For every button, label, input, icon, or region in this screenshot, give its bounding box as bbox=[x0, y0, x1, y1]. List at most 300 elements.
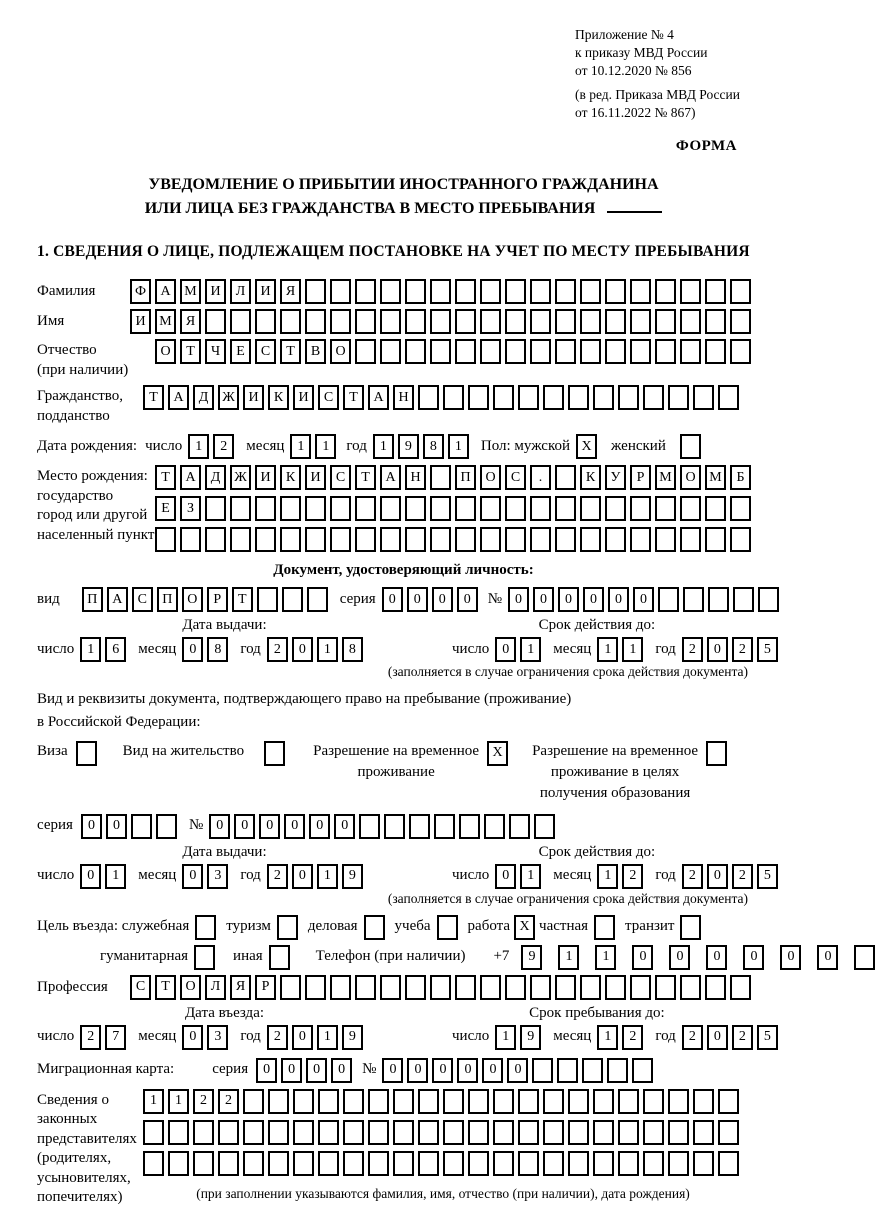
char-cell[interactable]: 2 bbox=[622, 864, 643, 889]
char-cell[interactable] bbox=[555, 279, 576, 304]
char-cell[interactable]: И bbox=[293, 385, 314, 410]
char-cell[interactable]: Д bbox=[205, 465, 226, 490]
char-cell[interactable] bbox=[530, 496, 551, 521]
char-cell[interactable] bbox=[430, 465, 451, 490]
char-cell[interactable] bbox=[430, 496, 451, 521]
char-cell[interactable]: 2 bbox=[732, 637, 753, 662]
char-cell[interactable]: И bbox=[243, 385, 264, 410]
char-cell[interactable] bbox=[418, 1089, 439, 1114]
char-cell[interactable]: 0 bbox=[533, 587, 554, 612]
char-cell[interactable]: 0 bbox=[780, 945, 801, 970]
char-cell[interactable] bbox=[380, 279, 401, 304]
char-cell[interactable] bbox=[543, 1120, 564, 1145]
char-cell[interactable]: 2 bbox=[732, 864, 753, 889]
char-cell[interactable]: 9 bbox=[342, 864, 363, 889]
char-cell[interactable]: 3 bbox=[207, 864, 228, 889]
char-cell[interactable]: Б bbox=[730, 465, 751, 490]
char-cell[interactable]: 2 bbox=[80, 1025, 101, 1050]
char-cell[interactable] bbox=[668, 385, 689, 410]
checkbox-private[interactable] bbox=[594, 915, 615, 940]
char-cell[interactable] bbox=[643, 1120, 664, 1145]
char-cell[interactable] bbox=[605, 527, 626, 552]
char-cell[interactable]: 1 bbox=[317, 864, 338, 889]
char-cell[interactable]: А bbox=[107, 587, 128, 612]
char-cell[interactable]: 6 bbox=[105, 637, 126, 662]
char-cell[interactable] bbox=[543, 1151, 564, 1176]
char-cell[interactable]: 1 bbox=[188, 434, 209, 459]
char-cell[interactable] bbox=[293, 1120, 314, 1145]
char-cell[interactable]: 0 bbox=[558, 587, 579, 612]
char-cell[interactable]: Я bbox=[280, 279, 301, 304]
char-cell[interactable]: 1 bbox=[622, 637, 643, 662]
char-cell[interactable]: Л bbox=[205, 975, 226, 1000]
char-cell[interactable] bbox=[205, 527, 226, 552]
char-cell[interactable] bbox=[393, 1089, 414, 1114]
char-cell[interactable]: Ж bbox=[230, 465, 251, 490]
char-cell[interactable] bbox=[131, 814, 152, 839]
char-cell[interactable]: 0 bbox=[707, 864, 728, 889]
char-cell[interactable] bbox=[318, 1089, 339, 1114]
char-cell[interactable] bbox=[593, 385, 614, 410]
char-cell[interactable] bbox=[405, 339, 426, 364]
char-cell[interactable] bbox=[455, 496, 476, 521]
char-cell[interactable] bbox=[630, 975, 651, 1000]
char-cell[interactable] bbox=[705, 339, 726, 364]
char-cell[interactable] bbox=[480, 527, 501, 552]
char-cell[interactable] bbox=[718, 1089, 739, 1114]
char-cell[interactable]: 0 bbox=[707, 637, 728, 662]
checkbox-other[interactable] bbox=[269, 945, 290, 970]
char-cell[interactable] bbox=[680, 339, 701, 364]
char-cell[interactable] bbox=[355, 975, 376, 1000]
char-cell[interactable]: А bbox=[180, 465, 201, 490]
char-cell[interactable] bbox=[393, 1151, 414, 1176]
char-cell[interactable]: Т bbox=[155, 975, 176, 1000]
char-cell[interactable]: А bbox=[380, 465, 401, 490]
char-cell[interactable] bbox=[730, 496, 751, 521]
char-cell[interactable] bbox=[205, 496, 226, 521]
char-cell[interactable] bbox=[280, 496, 301, 521]
char-cell[interactable]: О bbox=[480, 465, 501, 490]
char-cell[interactable] bbox=[305, 975, 326, 1000]
char-cell[interactable] bbox=[605, 309, 626, 334]
char-cell[interactable] bbox=[730, 309, 751, 334]
char-cell[interactable] bbox=[343, 1151, 364, 1176]
char-cell[interactable] bbox=[455, 527, 476, 552]
char-cell[interactable]: 0 bbox=[632, 945, 653, 970]
char-cell[interactable]: . bbox=[530, 465, 551, 490]
char-cell[interactable] bbox=[655, 339, 676, 364]
checkbox-transit[interactable] bbox=[680, 915, 701, 940]
char-cell[interactable]: 0 bbox=[182, 864, 203, 889]
char-cell[interactable] bbox=[193, 1151, 214, 1176]
char-cell[interactable] bbox=[605, 339, 626, 364]
char-cell[interactable]: С bbox=[255, 339, 276, 364]
char-cell[interactable]: 0 bbox=[292, 1025, 313, 1050]
char-cell[interactable] bbox=[168, 1120, 189, 1145]
char-cell[interactable] bbox=[318, 1120, 339, 1145]
char-cell[interactable] bbox=[730, 527, 751, 552]
char-cell[interactable] bbox=[680, 975, 701, 1000]
char-cell[interactable] bbox=[455, 309, 476, 334]
char-cell[interactable] bbox=[193, 1120, 214, 1145]
char-cell[interactable] bbox=[580, 975, 601, 1000]
char-cell[interactable] bbox=[593, 1151, 614, 1176]
checkbox-temp-permit[interactable]: X bbox=[487, 741, 508, 766]
char-cell[interactable] bbox=[418, 1120, 439, 1145]
char-cell[interactable] bbox=[530, 339, 551, 364]
char-cell[interactable] bbox=[230, 496, 251, 521]
char-cell[interactable]: 9 bbox=[398, 434, 419, 459]
char-cell[interactable] bbox=[380, 975, 401, 1000]
char-cell[interactable] bbox=[293, 1151, 314, 1176]
char-cell[interactable] bbox=[230, 527, 251, 552]
char-cell[interactable]: 0 bbox=[508, 587, 529, 612]
char-cell[interactable] bbox=[455, 975, 476, 1000]
char-cell[interactable]: 1 bbox=[290, 434, 311, 459]
checkbox-residence-permit[interactable] bbox=[264, 741, 285, 766]
char-cell[interactable] bbox=[180, 527, 201, 552]
char-cell[interactable] bbox=[705, 309, 726, 334]
char-cell[interactable]: О bbox=[155, 339, 176, 364]
char-cell[interactable] bbox=[655, 975, 676, 1000]
char-cell[interactable] bbox=[455, 339, 476, 364]
char-cell[interactable] bbox=[243, 1089, 264, 1114]
char-cell[interactable] bbox=[505, 527, 526, 552]
char-cell[interactable] bbox=[305, 309, 326, 334]
checkbox-official[interactable] bbox=[195, 915, 216, 940]
char-cell[interactable]: Ч bbox=[205, 339, 226, 364]
char-cell[interactable] bbox=[730, 279, 751, 304]
char-cell[interactable]: Т bbox=[232, 587, 253, 612]
char-cell[interactable]: 0 bbox=[669, 945, 690, 970]
char-cell[interactable]: 2 bbox=[622, 1025, 643, 1050]
char-cell[interactable]: 0 bbox=[234, 814, 255, 839]
char-cell[interactable]: 1 bbox=[105, 864, 126, 889]
char-cell[interactable] bbox=[305, 279, 326, 304]
char-cell[interactable] bbox=[530, 279, 551, 304]
char-cell[interactable] bbox=[530, 975, 551, 1000]
char-cell[interactable]: А bbox=[368, 385, 389, 410]
char-cell[interactable]: 1 bbox=[143, 1089, 164, 1114]
char-cell[interactable]: О bbox=[330, 339, 351, 364]
char-cell[interactable]: 0 bbox=[292, 864, 313, 889]
char-cell[interactable] bbox=[355, 339, 376, 364]
char-cell[interactable]: С bbox=[130, 975, 151, 1000]
char-cell[interactable] bbox=[680, 279, 701, 304]
char-cell[interactable] bbox=[155, 527, 176, 552]
char-cell[interactable] bbox=[658, 587, 679, 612]
char-cell[interactable]: П bbox=[82, 587, 103, 612]
char-cell[interactable] bbox=[405, 975, 426, 1000]
char-cell[interactable]: 0 bbox=[309, 814, 330, 839]
char-cell[interactable] bbox=[380, 527, 401, 552]
char-cell[interactable]: 2 bbox=[213, 434, 234, 459]
char-cell[interactable] bbox=[443, 1089, 464, 1114]
char-cell[interactable] bbox=[555, 527, 576, 552]
char-cell[interactable] bbox=[693, 1120, 714, 1145]
char-cell[interactable]: 9 bbox=[521, 945, 542, 970]
char-cell[interactable] bbox=[683, 587, 704, 612]
char-cell[interactable] bbox=[605, 496, 626, 521]
char-cell[interactable]: О bbox=[182, 587, 203, 612]
char-cell[interactable]: М bbox=[705, 465, 726, 490]
char-cell[interactable]: 0 bbox=[182, 1025, 203, 1050]
checkbox-edu-permit[interactable] bbox=[706, 741, 727, 766]
char-cell[interactable]: 0 bbox=[182, 637, 203, 662]
char-cell[interactable]: 0 bbox=[432, 587, 453, 612]
char-cell[interactable] bbox=[257, 587, 278, 612]
char-cell[interactable] bbox=[555, 309, 576, 334]
char-cell[interactable] bbox=[434, 814, 455, 839]
char-cell[interactable] bbox=[293, 1089, 314, 1114]
char-cell[interactable] bbox=[505, 279, 526, 304]
char-cell[interactable] bbox=[330, 496, 351, 521]
char-cell[interactable]: 2 bbox=[267, 1025, 288, 1050]
char-cell[interactable]: 2 bbox=[682, 637, 703, 662]
char-cell[interactable]: С bbox=[318, 385, 339, 410]
char-cell[interactable]: И bbox=[205, 279, 226, 304]
char-cell[interactable] bbox=[568, 1120, 589, 1145]
char-cell[interactable]: 3 bbox=[207, 1025, 228, 1050]
char-cell[interactable] bbox=[618, 1120, 639, 1145]
char-cell[interactable] bbox=[730, 975, 751, 1000]
char-cell[interactable]: Т bbox=[143, 385, 164, 410]
char-cell[interactable] bbox=[359, 814, 380, 839]
char-cell[interactable]: К bbox=[580, 465, 601, 490]
char-cell[interactable] bbox=[468, 1151, 489, 1176]
char-cell[interactable]: 2 bbox=[682, 1025, 703, 1050]
char-cell[interactable] bbox=[680, 309, 701, 334]
char-cell[interactable] bbox=[409, 814, 430, 839]
char-cell[interactable] bbox=[693, 1151, 714, 1176]
char-cell[interactable] bbox=[355, 496, 376, 521]
char-cell[interactable] bbox=[405, 309, 426, 334]
char-cell[interactable]: 5 bbox=[757, 1025, 778, 1050]
char-cell[interactable] bbox=[718, 1120, 739, 1145]
char-cell[interactable] bbox=[532, 1058, 553, 1083]
char-cell[interactable] bbox=[468, 1089, 489, 1114]
char-cell[interactable] bbox=[405, 527, 426, 552]
char-cell[interactable]: С bbox=[505, 465, 526, 490]
checkbox-humanitarian[interactable] bbox=[194, 945, 215, 970]
char-cell[interactable] bbox=[718, 1151, 739, 1176]
char-cell[interactable] bbox=[605, 279, 626, 304]
char-cell[interactable] bbox=[330, 309, 351, 334]
char-cell[interactable]: 1 bbox=[597, 637, 618, 662]
char-cell[interactable]: 1 bbox=[597, 864, 618, 889]
char-cell[interactable]: Е bbox=[155, 496, 176, 521]
checkbox-male[interactable]: X bbox=[576, 434, 597, 459]
checkbox-study[interactable] bbox=[437, 915, 458, 940]
char-cell[interactable] bbox=[455, 279, 476, 304]
char-cell[interactable]: 1 bbox=[448, 434, 469, 459]
char-cell[interactable]: Р bbox=[255, 975, 276, 1000]
char-cell[interactable] bbox=[593, 1089, 614, 1114]
char-cell[interactable]: 1 bbox=[520, 864, 541, 889]
char-cell[interactable] bbox=[555, 496, 576, 521]
char-cell[interactable]: 2 bbox=[682, 864, 703, 889]
char-cell[interactable]: Н bbox=[393, 385, 414, 410]
char-cell[interactable]: 0 bbox=[209, 814, 230, 839]
char-cell[interactable] bbox=[418, 385, 439, 410]
char-cell[interactable] bbox=[468, 385, 489, 410]
char-cell[interactable]: 0 bbox=[106, 814, 127, 839]
char-cell[interactable] bbox=[580, 309, 601, 334]
char-cell[interactable] bbox=[632, 1058, 653, 1083]
char-cell[interactable]: И bbox=[255, 279, 276, 304]
char-cell[interactable] bbox=[530, 527, 551, 552]
char-cell[interactable] bbox=[268, 1151, 289, 1176]
char-cell[interactable]: В bbox=[305, 339, 326, 364]
char-cell[interactable] bbox=[543, 1089, 564, 1114]
char-cell[interactable] bbox=[643, 1089, 664, 1114]
char-cell[interactable]: 2 bbox=[218, 1089, 239, 1114]
char-cell[interactable]: 0 bbox=[583, 587, 604, 612]
char-cell[interactable] bbox=[655, 279, 676, 304]
char-cell[interactable]: И bbox=[255, 465, 276, 490]
char-cell[interactable]: 0 bbox=[633, 587, 654, 612]
char-cell[interactable] bbox=[580, 527, 601, 552]
char-cell[interactable]: С bbox=[330, 465, 351, 490]
char-cell[interactable] bbox=[430, 279, 451, 304]
checkbox-business[interactable] bbox=[364, 915, 385, 940]
char-cell[interactable]: 1 bbox=[597, 1025, 618, 1050]
char-cell[interactable] bbox=[555, 465, 576, 490]
char-cell[interactable] bbox=[380, 496, 401, 521]
char-cell[interactable]: О bbox=[180, 975, 201, 1000]
char-cell[interactable] bbox=[758, 587, 779, 612]
char-cell[interactable] bbox=[493, 1151, 514, 1176]
char-cell[interactable]: 1 bbox=[168, 1089, 189, 1114]
char-cell[interactable]: 0 bbox=[281, 1058, 302, 1083]
char-cell[interactable]: Л bbox=[230, 279, 251, 304]
char-cell[interactable] bbox=[443, 1120, 464, 1145]
char-cell[interactable]: 0 bbox=[817, 945, 838, 970]
char-cell[interactable]: 0 bbox=[707, 1025, 728, 1050]
char-cell[interactable] bbox=[568, 1089, 589, 1114]
char-cell[interactable] bbox=[330, 975, 351, 1000]
checkbox-visa[interactable] bbox=[76, 741, 97, 766]
char-cell[interactable]: 1 bbox=[317, 637, 338, 662]
char-cell[interactable]: 1 bbox=[495, 1025, 516, 1050]
char-cell[interactable] bbox=[430, 527, 451, 552]
char-cell[interactable] bbox=[693, 1089, 714, 1114]
char-cell[interactable] bbox=[255, 527, 276, 552]
char-cell[interactable] bbox=[218, 1120, 239, 1145]
char-cell[interactable] bbox=[418, 1151, 439, 1176]
char-cell[interactable] bbox=[393, 1120, 414, 1145]
char-cell[interactable] bbox=[705, 496, 726, 521]
char-cell[interactable] bbox=[705, 975, 726, 1000]
char-cell[interactable] bbox=[405, 279, 426, 304]
char-cell[interactable] bbox=[230, 309, 251, 334]
char-cell[interactable]: 9 bbox=[342, 1025, 363, 1050]
char-cell[interactable]: Р bbox=[207, 587, 228, 612]
char-cell[interactable]: Н bbox=[405, 465, 426, 490]
char-cell[interactable] bbox=[618, 1089, 639, 1114]
char-cell[interactable] bbox=[643, 385, 664, 410]
char-cell[interactable] bbox=[305, 496, 326, 521]
char-cell[interactable] bbox=[655, 527, 676, 552]
char-cell[interactable] bbox=[368, 1151, 389, 1176]
char-cell[interactable] bbox=[693, 385, 714, 410]
char-cell[interactable] bbox=[143, 1151, 164, 1176]
char-cell[interactable]: Е bbox=[230, 339, 251, 364]
char-cell[interactable]: 0 bbox=[457, 1058, 478, 1083]
char-cell[interactable]: У bbox=[605, 465, 626, 490]
char-cell[interactable]: Т bbox=[343, 385, 364, 410]
char-cell[interactable] bbox=[443, 1151, 464, 1176]
char-cell[interactable] bbox=[343, 1120, 364, 1145]
char-cell[interactable]: Ж bbox=[218, 385, 239, 410]
char-cell[interactable]: П bbox=[157, 587, 178, 612]
char-cell[interactable] bbox=[380, 339, 401, 364]
char-cell[interactable]: А bbox=[168, 385, 189, 410]
char-cell[interactable] bbox=[568, 1151, 589, 1176]
char-cell[interactable]: П bbox=[455, 465, 476, 490]
char-cell[interactable] bbox=[582, 1058, 603, 1083]
char-cell[interactable]: 2 bbox=[267, 637, 288, 662]
char-cell[interactable] bbox=[518, 1089, 539, 1114]
char-cell[interactable] bbox=[530, 309, 551, 334]
char-cell[interactable] bbox=[607, 1058, 628, 1083]
char-cell[interactable]: 1 bbox=[520, 637, 541, 662]
char-cell[interactable] bbox=[568, 385, 589, 410]
char-cell[interactable] bbox=[618, 385, 639, 410]
char-cell[interactable] bbox=[430, 975, 451, 1000]
char-cell[interactable] bbox=[355, 527, 376, 552]
char-cell[interactable] bbox=[680, 527, 701, 552]
char-cell[interactable]: 5 bbox=[757, 637, 778, 662]
char-cell[interactable] bbox=[543, 385, 564, 410]
char-cell[interactable]: М bbox=[180, 279, 201, 304]
char-cell[interactable] bbox=[655, 496, 676, 521]
char-cell[interactable]: 0 bbox=[407, 587, 428, 612]
char-cell[interactable]: 1 bbox=[373, 434, 394, 459]
char-cell[interactable] bbox=[708, 587, 729, 612]
char-cell[interactable]: 9 bbox=[520, 1025, 541, 1050]
char-cell[interactable] bbox=[355, 279, 376, 304]
char-cell[interactable] bbox=[630, 279, 651, 304]
char-cell[interactable]: 0 bbox=[706, 945, 727, 970]
char-cell[interactable]: 7 bbox=[105, 1025, 126, 1050]
char-cell[interactable] bbox=[282, 587, 303, 612]
char-cell[interactable]: 0 bbox=[495, 637, 516, 662]
char-cell[interactable] bbox=[534, 814, 555, 839]
char-cell[interactable] bbox=[605, 975, 626, 1000]
char-cell[interactable] bbox=[718, 385, 739, 410]
char-cell[interactable] bbox=[307, 587, 328, 612]
char-cell[interactable] bbox=[480, 975, 501, 1000]
char-cell[interactable]: 0 bbox=[432, 1058, 453, 1083]
char-cell[interactable] bbox=[730, 339, 751, 364]
char-cell[interactable] bbox=[518, 1120, 539, 1145]
char-cell[interactable] bbox=[655, 309, 676, 334]
char-cell[interactable]: М bbox=[655, 465, 676, 490]
char-cell[interactable] bbox=[518, 1151, 539, 1176]
char-cell[interactable]: З bbox=[180, 496, 201, 521]
char-cell[interactable]: 0 bbox=[382, 1058, 403, 1083]
char-cell[interactable] bbox=[555, 975, 576, 1000]
char-cell[interactable]: А bbox=[155, 279, 176, 304]
char-cell[interactable]: 8 bbox=[207, 637, 228, 662]
char-cell[interactable]: 1 bbox=[315, 434, 336, 459]
char-cell[interactable] bbox=[280, 527, 301, 552]
char-cell[interactable] bbox=[580, 339, 601, 364]
char-cell[interactable] bbox=[480, 309, 501, 334]
char-cell[interactable]: 0 bbox=[284, 814, 305, 839]
